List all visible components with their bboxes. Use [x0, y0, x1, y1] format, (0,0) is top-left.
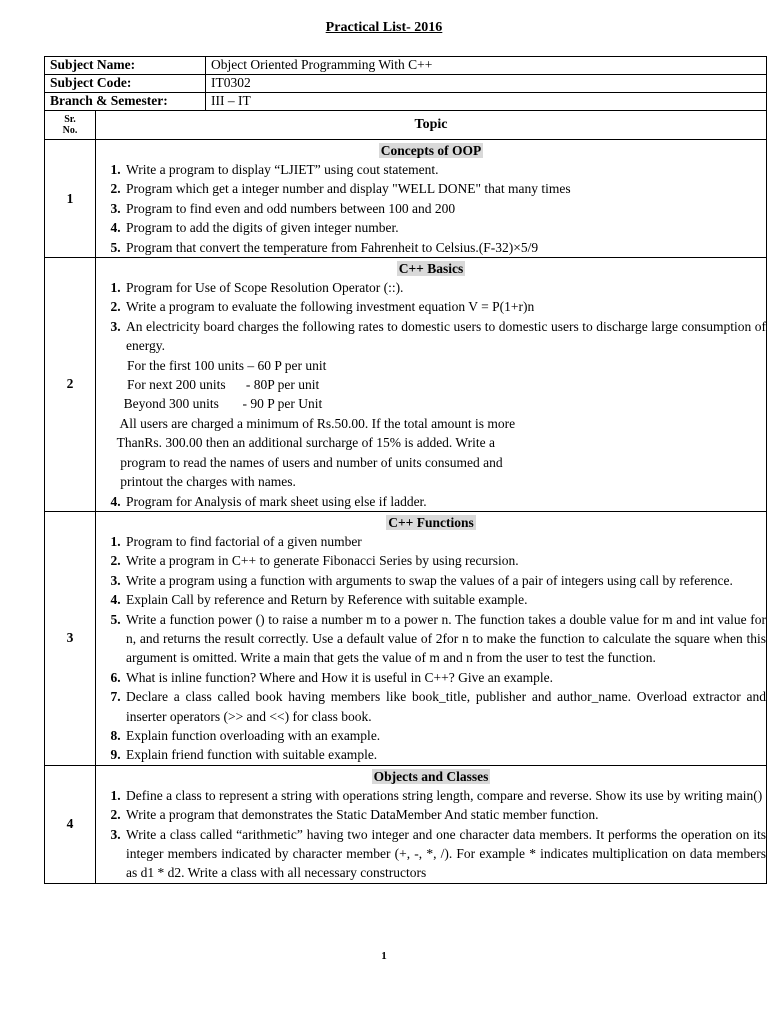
note-line: printout the charges with names. — [100, 474, 296, 490]
page-number: 1 — [381, 950, 387, 962]
list-item: 9. Explain friend function with suitable example. — [124, 745, 766, 764]
section-content — [96, 765, 767, 883]
subject-name-label: Subject Name: — [45, 57, 206, 75]
section-number: 2 — [45, 258, 96, 512]
list-item — [100, 317, 766, 492]
rate-line: For next 200 units - 80P per unit — [100, 377, 320, 393]
section-content — [96, 511, 767, 765]
section-row — [45, 140, 767, 258]
list-item: 6. What is inline function? Where and How it is useful in C++? Give an example. — [124, 668, 766, 687]
subject-name-value: Object Oriented Programming With C++ — [206, 57, 767, 75]
section-number: 1 — [45, 140, 96, 258]
page-title: Practical List- 2016 — [325, 20, 443, 35]
section-title: Objects and Classes — [373, 768, 489, 784]
list-item: 1. Write a program to display “LJIET” using cout statement. — [124, 160, 766, 179]
note-line: program to read the names of users and number of units consumed and — [100, 454, 503, 470]
subject-code-label: Subject Code: — [45, 75, 206, 93]
topic-header: Topic — [96, 111, 767, 140]
list-item: 8. Explain function overloading with an example. — [124, 726, 766, 745]
list-item: 5. Program that convert the temperature from Fahrenheit to Celsius.(F-32)×5/9 — [124, 238, 766, 257]
subject-code-value: IT0302 — [206, 75, 767, 93]
section-content — [96, 258, 767, 512]
list-item: 2. Write a program in C++ to generate Fibonacci Series by using recursion. — [124, 551, 766, 570]
practical-list — [96, 278, 766, 511]
list-item: 1. Program for Use of Scope Resolution Operator (::). — [124, 278, 766, 297]
branch-semester-label: Branch & Semester: — [45, 93, 206, 111]
note-line: ThanRs. 300.00 then an additional surcharge of 15% is added. Write a — [100, 435, 495, 451]
list-item: 2. Write a program to evaluate the following investment equation V = P(1+r)n — [124, 297, 766, 316]
list-item: 7. Declare a class called book having members like book_title, publisher and author_name. Overload extractor and inserter operators (>> and <<) for class book. — [124, 687, 766, 726]
list-item: 1. Program to find factorial of a given number — [124, 532, 766, 551]
sr-header-text: Sr. — [64, 114, 76, 125]
practical-list-table — [44, 110, 767, 884]
rate-line: For the first 100 units – 60 P per unit — [100, 357, 327, 373]
list-item-text: An electricity board charges the following rates to domestic users to domestic users to discharge large consumption of energy. — [126, 318, 766, 354]
section-row — [45, 258, 767, 512]
list-item: 4. Program for Analysis of mark sheet using else if ladder. — [124, 492, 766, 511]
branch-semester-value: III – IT — [206, 93, 767, 111]
section-content — [96, 140, 767, 258]
section-number: 3 — [45, 511, 96, 765]
list-item: 3. Write a class called “arithmetic” having two integer and one character data members. It performs the operation on its integer members indicated by character member (+, -, *, /). For example * indicates multiplication on data members as d1 * d2. Write a class with all necessary constructors — [124, 825, 766, 883]
list-item: 2. Write a program that demonstrates the Static DataMember And static member function. — [124, 805, 766, 824]
list-item: 2. Program which get a integer number and display "WELL DONE" that many times — [124, 179, 766, 198]
section-title: C++ Functions — [388, 514, 474, 530]
section-row — [45, 765, 767, 883]
sr-no-header — [45, 111, 96, 140]
branch-semester-row — [45, 93, 767, 111]
practical-list — [96, 786, 766, 883]
list-item: 4. Program to add the digits of given integer number. — [124, 218, 766, 237]
list-item: 5. Write a function power () to raise a number m to a power n. The function takes a double value for m and int value for n, and returns the result correctly. Use a default value of 2for n to make the function to calculate the square when this argument is omitted. Write a main that gets the value of m and n from the user to test the function. — [124, 610, 766, 668]
note-line: All users are charged a minimum of Rs.50.00. If the total amount is more — [100, 415, 516, 431]
no-header-text: No. — [62, 125, 78, 136]
list-item: 4. Explain Call by reference and Return by Reference with suitable example. — [124, 590, 766, 609]
practical-list — [96, 532, 766, 765]
subject-name-row — [45, 57, 767, 75]
list-item: 3. Write a program using a function with arguments to swap the values of a pair of integers using call by reference. — [124, 571, 766, 590]
list-item: 3. Program to find even and odd numbers between 100 and 200 — [124, 199, 766, 218]
subject-code-row — [45, 75, 767, 93]
practical-list — [96, 160, 766, 257]
section-title: Concepts of OOP — [380, 143, 482, 158]
rate-line: Beyond 300 units - 90 P per Unit — [100, 396, 323, 412]
section-row — [45, 511, 767, 765]
list-item: 1. Define a class to represent a string with operations string length, compare and reverse. Show its use by writing main() — [124, 786, 766, 805]
table-header-row — [45, 111, 767, 140]
section-title: C++ Basics — [398, 261, 464, 277]
section-number: 4 — [45, 765, 96, 883]
subject-info-table — [44, 56, 767, 111]
